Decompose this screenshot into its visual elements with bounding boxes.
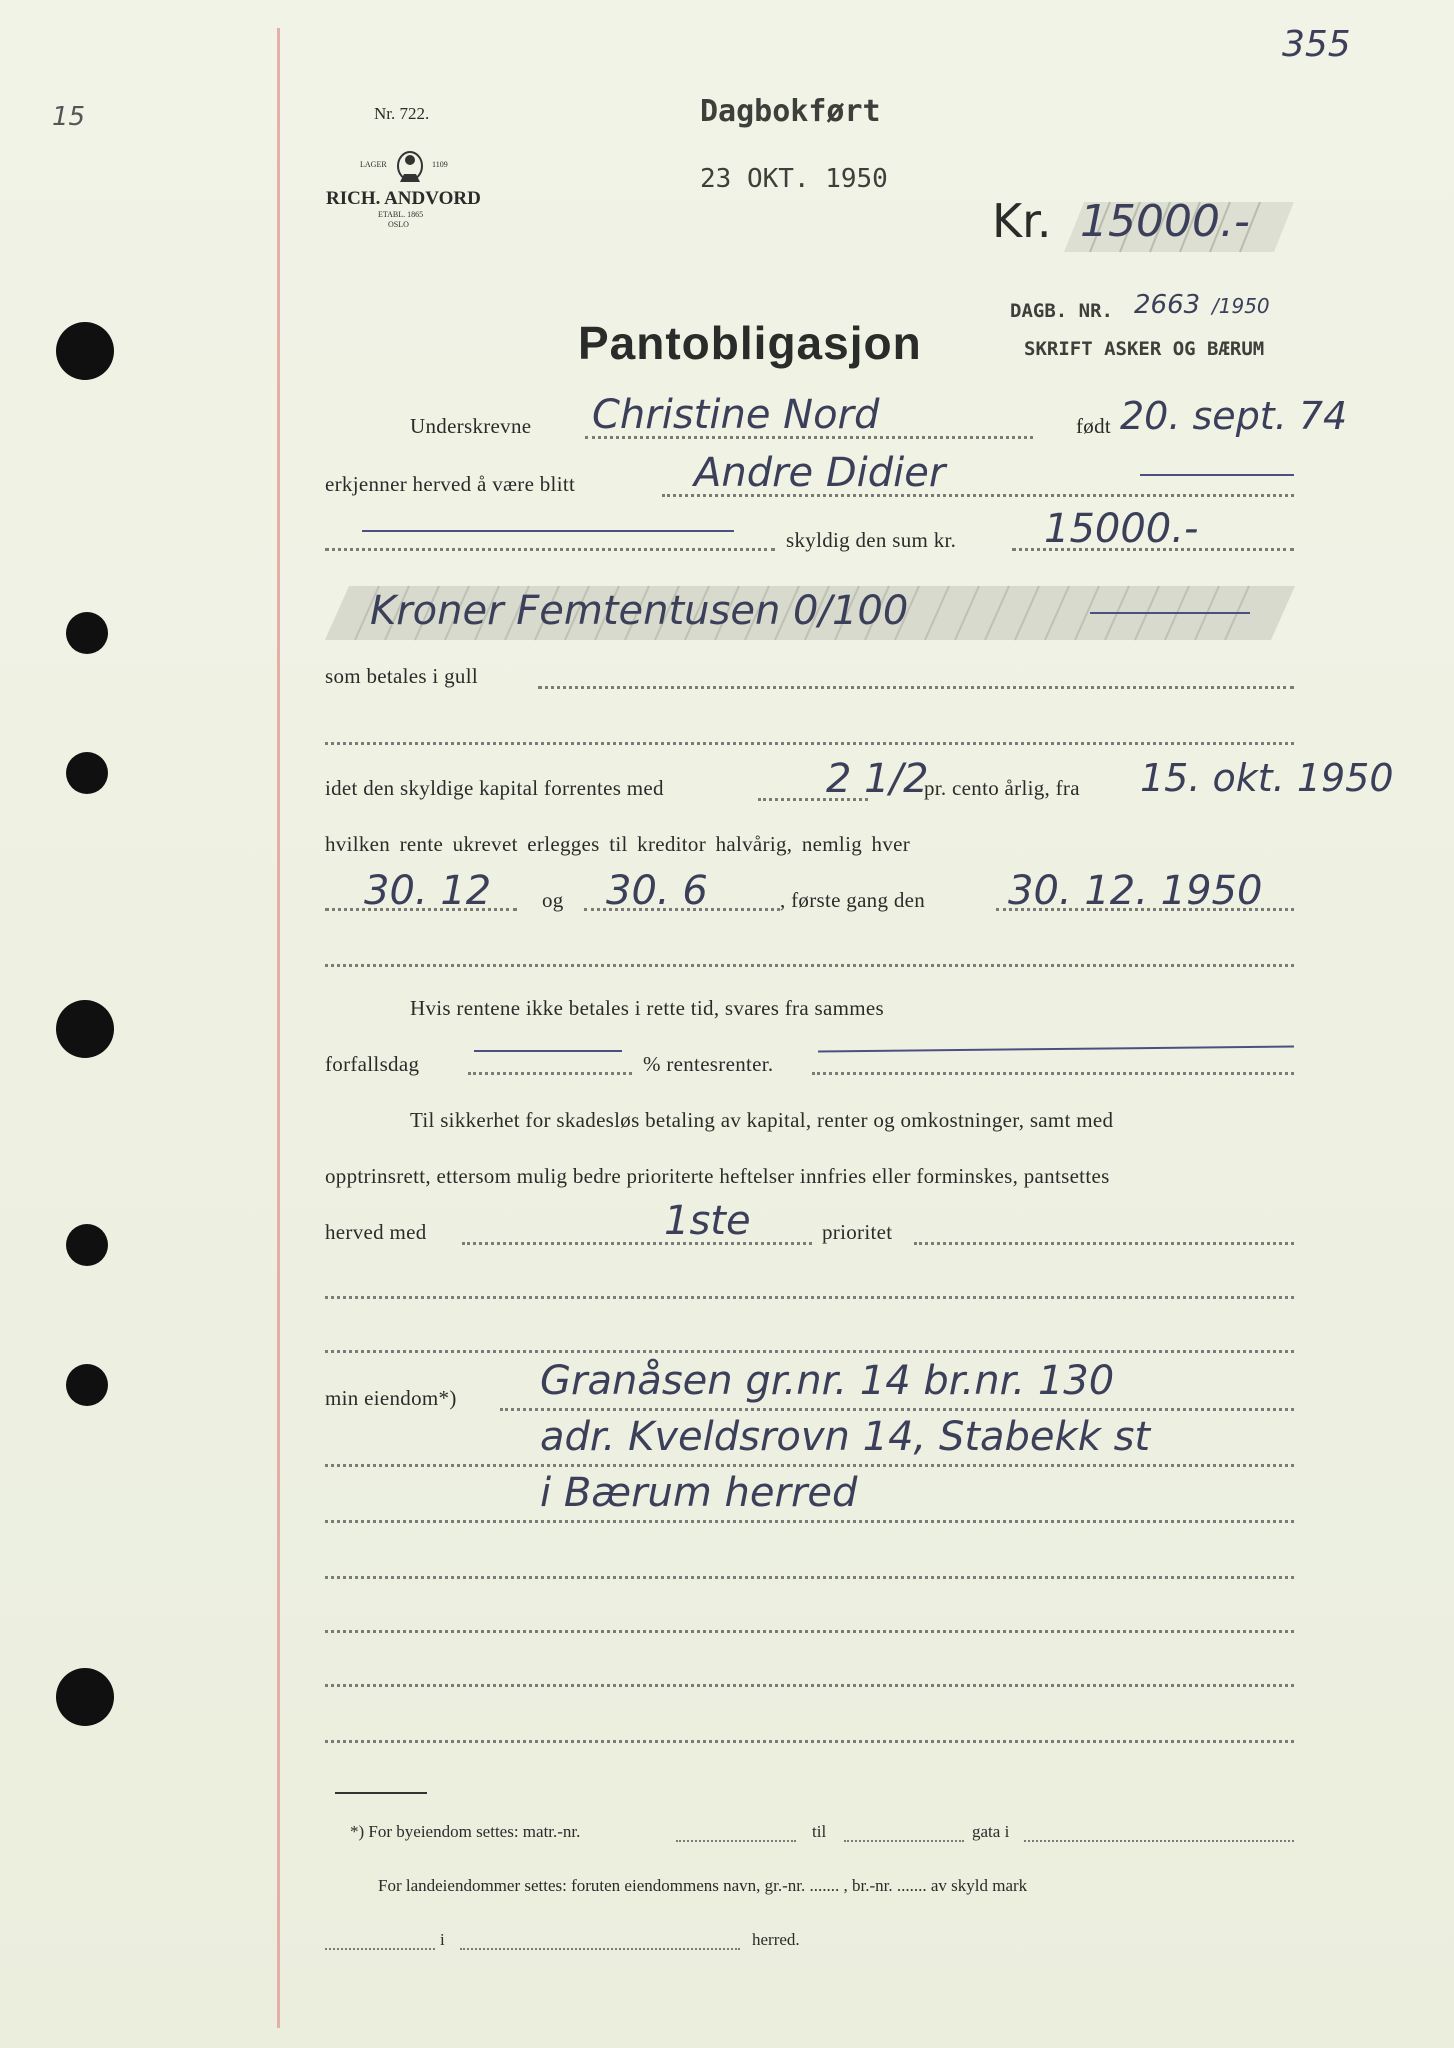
punch-hole — [66, 612, 108, 654]
priority-suffix: prioritet — [822, 1220, 893, 1244]
property-line-3: i Bærum herred — [540, 1470, 858, 1516]
margin-note: 15 — [52, 102, 86, 132]
property-label: min eiendom*) — [325, 1386, 457, 1410]
interest-rate: 2 1/2 — [826, 756, 929, 802]
born-label: født — [1076, 414, 1112, 438]
footnote-line-2: For landeiendommer settes: foruten eiendommens navn, gr.-nr. ....... , br.-nr. ....... av skyld mark — [378, 1876, 1028, 1895]
lion-emblem-icon — [392, 146, 428, 188]
stamp-dagb-year: /1950 — [1212, 294, 1270, 318]
property-line-2: adr. Kveldsrovn 14, Stabekk st — [540, 1414, 1151, 1460]
footnote-line-1b: til — [812, 1822, 827, 1841]
acknowledge-label: erkjenner herved å være blitt — [325, 472, 576, 496]
priority-value: 1ste — [664, 1198, 751, 1244]
publisher-name: RICH. ANDVORD — [326, 188, 481, 209]
owed-label: skyldig den sum kr. — [786, 528, 957, 552]
footnote-rule — [335, 1792, 427, 1794]
paid-in-gold-label: som betales i gull — [325, 664, 478, 688]
punch-hole — [56, 1000, 114, 1058]
security-line-2: opptrinsrett, ettersom mulig bedre prioriterte heftelser innfries eller forminskes, pantsettes — [325, 1164, 1110, 1188]
punch-hole — [66, 752, 108, 794]
undersigned-label: Underskrevne — [410, 414, 532, 438]
stamp-dagb-label: DAGB. NR. — [1010, 300, 1113, 322]
amount-value: 15000.- — [1080, 196, 1250, 247]
footnote-line-1a: *) For byeiendom settes: matr.-nr. — [350, 1822, 581, 1841]
security-line-1: Til sikkerhet for skadesløs betaling av kapital, renter og omkostninger, samt med — [410, 1108, 1114, 1132]
forfallsdag-label: forfallsdag — [325, 1052, 420, 1076]
footnote-line-3a: i — [440, 1930, 445, 1949]
stamp-date: 23 OKT. 1950 — [700, 164, 888, 194]
punch-hole — [66, 1224, 108, 1266]
ink-dash — [1090, 612, 1250, 614]
first-payment-date: 30. 12. 1950 — [1008, 868, 1263, 914]
first-time-label: , første gang den — [780, 888, 926, 912]
footnote-line-1c: gata i — [972, 1822, 1010, 1841]
footnote-line-3b: herred. — [752, 1930, 800, 1949]
payment-date-2: 30. 6 — [606, 868, 708, 914]
stamp-office: SKRIFT ASKER OG BÆRUM — [1024, 338, 1265, 360]
stamp-dagbokfort: Dagbokført — [700, 94, 881, 129]
ink-dash — [474, 1050, 622, 1052]
default-interest-line: Hvis rentene ikke betales i rette tid, svares fra sammes — [410, 996, 884, 1020]
ink-dash — [1140, 474, 1294, 476]
document-title: Pantobligasjon — [578, 317, 922, 369]
born-value: 20. sept. 74 — [1120, 394, 1348, 438]
og-label: og — [542, 888, 564, 912]
ink-dash — [362, 530, 734, 532]
creditor-value: Andre Didier — [694, 450, 946, 496]
punch-hole — [56, 1668, 114, 1726]
priority-label: herved med — [325, 1220, 427, 1244]
form-number: Nr. 722. — [374, 104, 430, 123]
undersigned-value: Christine Nord — [592, 392, 880, 438]
stamp-dagb-number: 2663 — [1134, 290, 1201, 320]
amount-in-words: Kroner Femtentusen 0/100 — [370, 588, 909, 634]
page-number: 355 — [1282, 24, 1351, 65]
owed-value: 15000.- — [1044, 506, 1199, 552]
publisher-logo: LAGER 1109 RICH. ANDVORD ETABL. 1865 OSLO — [326, 102, 496, 242]
ink-dash — [818, 1046, 1294, 1053]
rent-terms-line: hvilken rente ukrevet erlegges til kreditor halvårig, nemlig hver — [325, 832, 911, 856]
red-margin-line — [277, 28, 280, 2028]
payment-date-1: 30. 12 — [364, 868, 492, 914]
property-line-1: Granåsen gr.nr. 14 br.nr. 130 — [540, 1358, 1115, 1404]
rentesrenter-label: % rentesrenter. — [643, 1052, 774, 1076]
amount-label: Kr. — [992, 194, 1052, 248]
interest-label: idet den skyldige kapital forrentes med — [325, 776, 664, 800]
interest-mid-label: pr. cento årlig, fra — [924, 776, 1080, 800]
punch-hole — [56, 322, 114, 380]
interest-from-date: 15. okt. 1950 — [1140, 756, 1394, 800]
punch-hole — [66, 1364, 108, 1406]
